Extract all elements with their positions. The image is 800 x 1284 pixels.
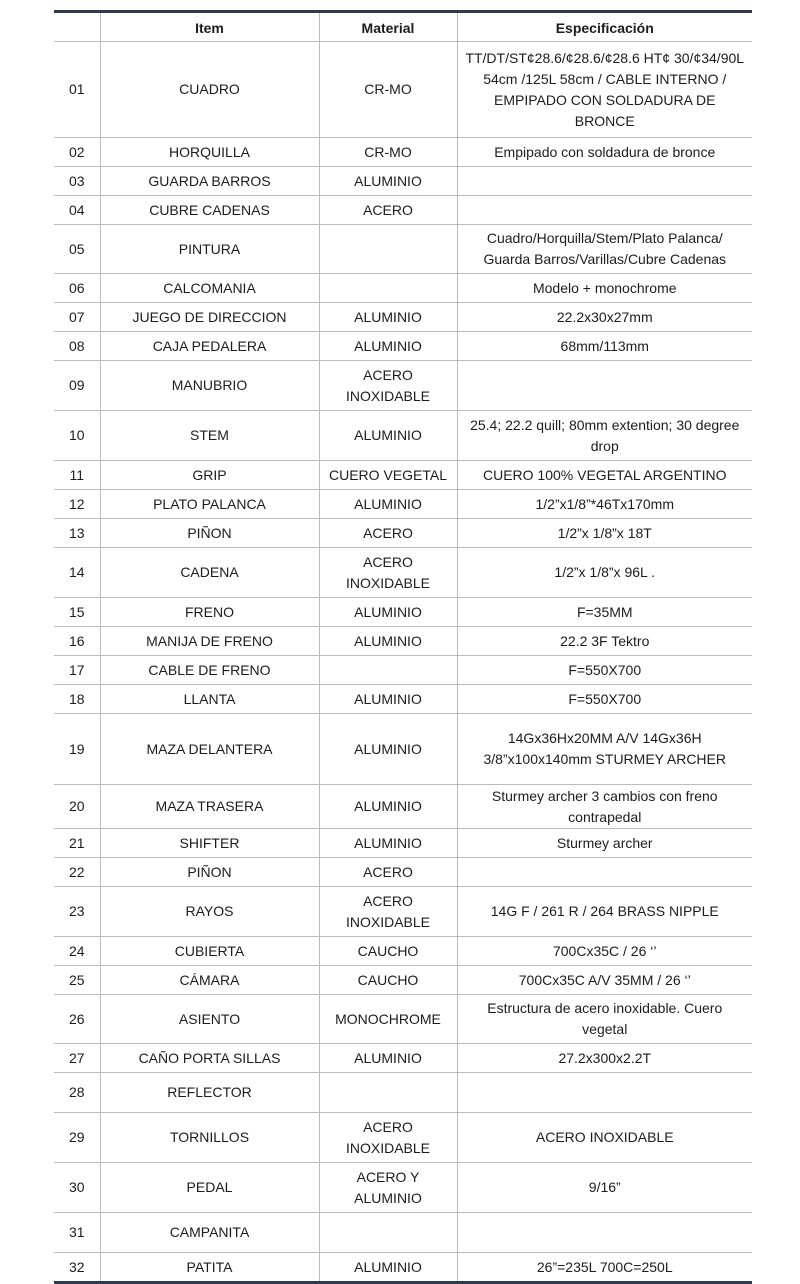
material-cell: ALUMINIO [319, 167, 457, 196]
row-number-cell: 16 [54, 627, 100, 656]
row-number-cell: 24 [54, 937, 100, 966]
row-number-cell: 29 [54, 1113, 100, 1163]
row-number-cell: 12 [54, 490, 100, 519]
specification-cell [457, 361, 752, 411]
table-row [54, 1253, 752, 1283]
row-number-cell: 28 [54, 1073, 100, 1113]
table-body [54, 42, 752, 1283]
row-number-cell: 23 [54, 887, 100, 937]
material-cell: ALUMINIO [319, 627, 457, 656]
material-cell: ACERO INOXIDABLE [319, 887, 457, 937]
table-row [54, 785, 752, 829]
table-row [54, 656, 752, 685]
header-material: Material [319, 12, 457, 42]
material-cell: ACERO INOXIDABLE [319, 1113, 457, 1163]
item-name-cell: FRENO [100, 598, 319, 627]
item-name-cell: PIÑON [100, 858, 319, 887]
material-cell: ALUMINIO [319, 332, 457, 361]
table-row [54, 937, 752, 966]
header-specification: Especificación [457, 12, 752, 42]
specification-cell [457, 196, 752, 225]
row-number-cell: 10 [54, 411, 100, 461]
item-name-cell: CÁMARA [100, 966, 319, 995]
row-number-cell: 26 [54, 995, 100, 1044]
table-row [54, 461, 752, 490]
table-row [54, 490, 752, 519]
specification-cell: Sturmey archer [457, 829, 752, 858]
row-number-cell: 07 [54, 303, 100, 332]
material-cell: ALUMINIO [319, 785, 457, 829]
material-cell [319, 656, 457, 685]
row-number-cell: 15 [54, 598, 100, 627]
table-row [54, 1163, 752, 1213]
specification-cell: Empipado con soldadura de bronce [457, 138, 752, 167]
material-cell [319, 274, 457, 303]
specification-cell: 1/2”x1/8”*46Tx170mm [457, 490, 752, 519]
material-cell [319, 225, 457, 274]
row-number-cell: 21 [54, 829, 100, 858]
material-cell: ALUMINIO [319, 685, 457, 714]
item-name-cell: MAZA DELANTERA [100, 714, 319, 785]
table-row [54, 548, 752, 598]
material-cell: CR-MO [319, 42, 457, 138]
table-row [54, 1044, 752, 1073]
specification-cell: 1/2”x 1/8”x 18T [457, 519, 752, 548]
row-number-cell: 08 [54, 332, 100, 361]
material-cell: CAUCHO [319, 937, 457, 966]
item-name-cell: LLANTA [100, 685, 319, 714]
row-number-cell: 11 [54, 461, 100, 490]
specification-cell: ACERO INOXIDABLE [457, 1113, 752, 1163]
specification-cell: 27.2x300x2.2T [457, 1044, 752, 1073]
table-row [54, 303, 752, 332]
table-row [54, 332, 752, 361]
row-number-cell: 05 [54, 225, 100, 274]
header-item: Item [100, 12, 319, 42]
specification-cell: F=550X700 [457, 685, 752, 714]
table-row [54, 627, 752, 656]
row-number-cell: 14 [54, 548, 100, 598]
table-row [54, 411, 752, 461]
row-number-cell: 18 [54, 685, 100, 714]
item-name-cell: CUBRE CADENAS [100, 196, 319, 225]
item-name-cell: CUBIERTA [100, 937, 319, 966]
row-number-cell: 27 [54, 1044, 100, 1073]
material-cell: ALUMINIO [319, 1253, 457, 1283]
item-name-cell: GUARDA BARROS [100, 167, 319, 196]
material-cell [319, 1213, 457, 1253]
item-name-cell: PINTURA [100, 225, 319, 274]
table-row [54, 167, 752, 196]
table-row [54, 966, 752, 995]
specification-cell: 22.2x30x27mm [457, 303, 752, 332]
material-cell: ACERO [319, 519, 457, 548]
item-name-cell: CALCOMANIA [100, 274, 319, 303]
specification-cell: F=35MM [457, 598, 752, 627]
table-row [54, 598, 752, 627]
material-cell: ACERO [319, 858, 457, 887]
material-cell: ALUMINIO [319, 411, 457, 461]
row-number-cell: 13 [54, 519, 100, 548]
spec-table [54, 10, 752, 1284]
specification-cell: Sturmey archer 3 cambios con freno contrapedal [457, 785, 752, 829]
material-cell: CAUCHO [319, 966, 457, 995]
header-number [54, 12, 100, 42]
specification-cell: 14G F / 261 R / 264 BRASS NIPPLE [457, 887, 752, 937]
item-name-cell: TORNILLOS [100, 1113, 319, 1163]
table-row [54, 225, 752, 274]
material-cell: ACERO Y ALUMINIO [319, 1163, 457, 1213]
row-number-cell: 04 [54, 196, 100, 225]
item-name-cell: CAJA PEDALERA [100, 332, 319, 361]
row-number-cell: 22 [54, 858, 100, 887]
material-cell: ACERO INOXIDABLE [319, 548, 457, 598]
item-name-cell: PLATO PALANCA [100, 490, 319, 519]
table-row [54, 1113, 752, 1163]
specification-cell: 700Cx35C / 26 ‘’ [457, 937, 752, 966]
row-number-cell: 19 [54, 714, 100, 785]
material-cell: CUERO VEGETAL [319, 461, 457, 490]
row-number-cell: 06 [54, 274, 100, 303]
table-row [54, 1073, 752, 1113]
item-name-cell: PEDAL [100, 1163, 319, 1213]
item-name-cell: MANIJA DE FRENO [100, 627, 319, 656]
specification-cell [457, 167, 752, 196]
item-name-cell: CUADRO [100, 42, 319, 138]
item-name-cell: REFLECTOR [100, 1073, 319, 1113]
item-name-cell: ASIENTO [100, 995, 319, 1044]
row-number-cell: 01 [54, 42, 100, 138]
row-number-cell: 03 [54, 167, 100, 196]
table-row [54, 685, 752, 714]
row-number-cell: 17 [54, 656, 100, 685]
item-name-cell: JUEGO DE DIRECCION [100, 303, 319, 332]
table-row [54, 858, 752, 887]
row-number-cell: 09 [54, 361, 100, 411]
item-name-cell: RAYOS [100, 887, 319, 937]
item-name-cell: SHIFTER [100, 829, 319, 858]
specification-cell: 22.2 3F Tektro [457, 627, 752, 656]
table-row [54, 274, 752, 303]
item-name-cell: CAMPANITA [100, 1213, 319, 1253]
material-cell: CR-MO [319, 138, 457, 167]
material-cell: ALUMINIO [319, 1044, 457, 1073]
material-cell: ALUMINIO [319, 598, 457, 627]
row-number-cell: 30 [54, 1163, 100, 1213]
item-name-cell: HORQUILLA [100, 138, 319, 167]
specification-cell: Cuadro/Horquilla/Stem/Plato Palanca/ Guarda Barros/Varillas/Cubre Cadenas [457, 225, 752, 274]
material-cell: ALUMINIO [319, 490, 457, 519]
specification-cell: CUERO 100% VEGETAL ARGENTINO [457, 461, 752, 490]
table-row [54, 995, 752, 1044]
table-row [54, 196, 752, 225]
material-cell: ACERO [319, 196, 457, 225]
item-name-cell: MAZA TRASERA [100, 785, 319, 829]
row-number-cell: 25 [54, 966, 100, 995]
specification-cell [457, 1213, 752, 1253]
item-name-cell: CABLE DE FRENO [100, 656, 319, 685]
table-row [54, 829, 752, 858]
specification-cell: 68mm/113mm [457, 332, 752, 361]
material-cell: ACERO INOXIDABLE [319, 361, 457, 411]
item-name-cell: CAÑO PORTA SILLAS [100, 1044, 319, 1073]
specification-cell: 26”=235L 700C=250L [457, 1253, 752, 1283]
row-number-cell: 32 [54, 1253, 100, 1283]
header-row [54, 12, 752, 42]
table-row [54, 138, 752, 167]
table-row [54, 887, 752, 937]
specification-cell: 700Cx35C A/V 35MM / 26 ‘’ [457, 966, 752, 995]
row-number-cell: 02 [54, 138, 100, 167]
table-row [54, 42, 752, 138]
specification-cell: 9/16” [457, 1163, 752, 1213]
table-row [54, 1213, 752, 1253]
material-cell: ALUMINIO [319, 714, 457, 785]
specification-cell: 25.4; 22.2 quill; 80mm extention; 30 degree drop [457, 411, 752, 461]
item-name-cell: MANUBRIO [100, 361, 319, 411]
item-name-cell: GRIP [100, 461, 319, 490]
material-cell [319, 1073, 457, 1113]
item-name-cell: CADENA [100, 548, 319, 598]
specification-cell: 14Gx36Hx20MM A/V 14Gx36H 3/8”x100x140mm STURMEY ARCHER [457, 714, 752, 785]
material-cell: ALUMINIO [319, 303, 457, 332]
table-row [54, 714, 752, 785]
row-number-cell: 31 [54, 1213, 100, 1253]
material-cell: MONOCHROME [319, 995, 457, 1044]
item-name-cell: PATITA [100, 1253, 319, 1283]
specification-cell [457, 1073, 752, 1113]
table-row [54, 361, 752, 411]
specification-cell: 1/2”x 1/8”x 96L . [457, 548, 752, 598]
specification-cell [457, 858, 752, 887]
specification-cell: F=550X700 [457, 656, 752, 685]
item-name-cell: PIÑON [100, 519, 319, 548]
specification-cell: Estructura de acero inoxidable. Cuero vegetal [457, 995, 752, 1044]
table-row [54, 519, 752, 548]
item-name-cell: STEM [100, 411, 319, 461]
specification-cell: TT/DT/ST¢28.6/¢28.6/¢28.6 HT¢ 30/¢34/90L 54cm /125L 58cm / CABLE INTERNO / EMPIPADO CON SOLDADURA DE BRONCE [457, 42, 752, 138]
specification-cell: Modelo + monochrome [457, 274, 752, 303]
row-number-cell: 20 [54, 785, 100, 829]
material-cell: ALUMINIO [319, 829, 457, 858]
